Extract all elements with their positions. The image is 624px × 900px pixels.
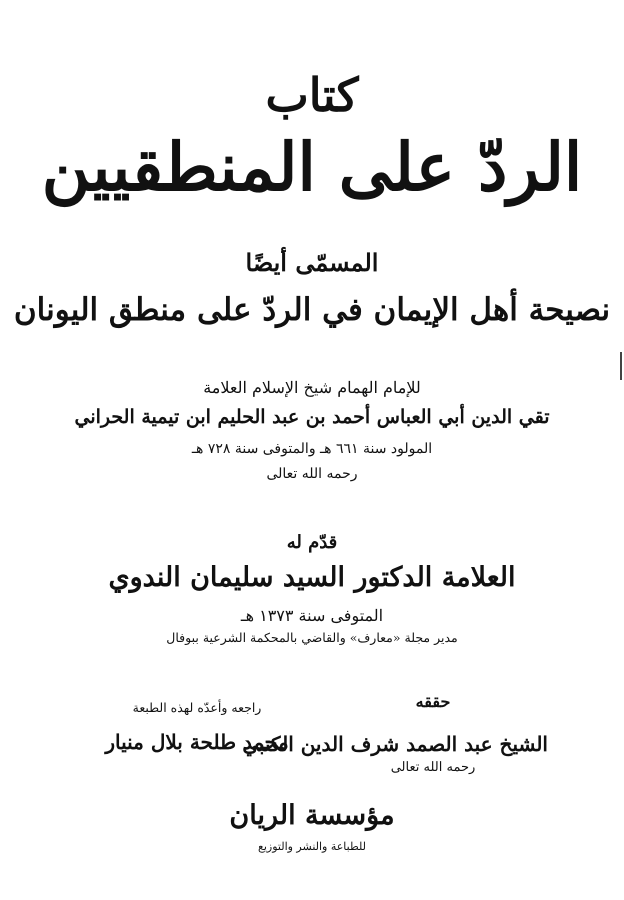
introduction-author-death: المتوفى سنة ١٣٧٣ هـ xyxy=(240,606,384,625)
author-dates: المولود سنة ٦٦١ هـ والمتوفى سنة ٧٢٨ هـ xyxy=(191,441,433,457)
book-title: الردّ على المنطقيين xyxy=(41,128,583,206)
introduction-label: قدّم له xyxy=(286,532,338,553)
publisher-logo: مؤسسة الريان xyxy=(229,800,395,831)
introduction-author-role: مدير مجلة «معارف» والقاضي بالمحكمة الشرعية ببوفال xyxy=(166,630,458,645)
book-word: كتاب xyxy=(265,68,359,122)
book-subtitle: نصيحة أهل الإيمان في الردّ على منطق اليونان xyxy=(13,292,611,328)
also-named-label: المسمّى أيضًا xyxy=(245,248,379,277)
scan-edge-mark xyxy=(620,352,622,380)
author-name: تقي الدين أبي العباس أحمد بن عبد الحليم ابن تيمية الحراني xyxy=(74,406,550,428)
verifier-name: الشيخ عبد الصمد شرف الدين الكتبي xyxy=(242,732,548,756)
author-mercy-formula: رحمه الله تعالى xyxy=(266,466,358,482)
reviewer-name: محمد طلحة بلال منيار xyxy=(105,730,289,754)
author-honorific: للإمام الهمام شيخ الإسلام العلامة xyxy=(203,378,421,397)
introduction-author-name: العلامة الدكتور السيد سليمان الندوي xyxy=(108,562,516,593)
publisher-tagline: للطباعة والنشر والتوزيع xyxy=(257,840,366,853)
verifier-mercy-formula: رحمه الله تعالى xyxy=(390,760,476,775)
reviewer-label: راجعه وأعدّه لهذه الطبعة xyxy=(132,700,262,715)
verifier-label: حققه xyxy=(415,692,451,711)
